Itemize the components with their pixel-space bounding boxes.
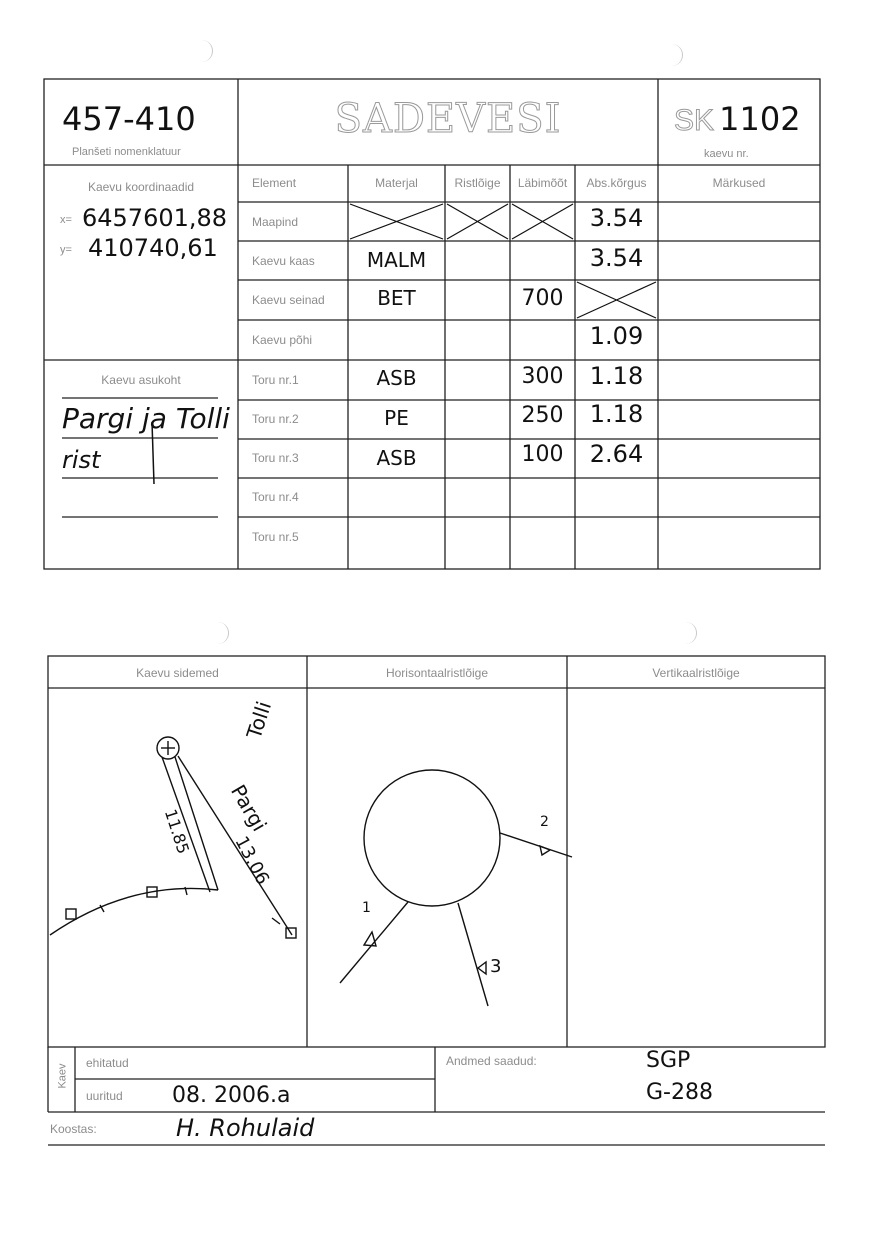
manhole-number: 1102 <box>719 100 801 138</box>
x-label: x= <box>60 214 72 226</box>
pipe-3-label: 3 <box>490 956 502 977</box>
col-material: Materjal <box>375 176 418 190</box>
row-height: 2.64 <box>589 440 644 468</box>
row-diameter: 250 <box>521 403 564 428</box>
row-element: Toru nr.5 <box>252 530 299 544</box>
kaev-label: Kaev <box>56 1063 69 1089</box>
row-material: MALM <box>366 248 427 272</box>
y-coordinate: 410740,61 <box>88 234 218 262</box>
distance-2: 13.06 <box>230 832 274 889</box>
pipe-1-label: 1 <box>362 900 371 916</box>
location-line-1: Pargi ja Tolli <box>62 402 230 435</box>
surveyed-label: uuritud <box>86 1089 123 1103</box>
row-element: Toru nr.3 <box>252 451 299 465</box>
street-tolli: Tolli <box>241 698 277 742</box>
sheet-number: 457-410 <box>62 100 196 138</box>
row-material: ASB <box>376 366 417 390</box>
row-element: Toru nr.1 <box>252 373 299 387</box>
manhole-prefix: SK <box>674 104 715 137</box>
pipe-2-label: 2 <box>540 814 549 830</box>
x-coordinate: 6457601,88 <box>82 204 228 232</box>
col-element: Element <box>252 176 297 190</box>
row-height: 1.09 <box>589 322 644 350</box>
row-element: Toru nr.2 <box>252 412 299 426</box>
manhole-label: kaevu nr. <box>704 148 749 160</box>
compiled-label: Koostas: <box>50 1122 97 1136</box>
panel-connections-label: Kaevu sidemed <box>136 666 219 680</box>
row-height: 1.18 <box>589 362 644 390</box>
built-label: ehitatud <box>86 1056 129 1070</box>
row-height: 1.18 <box>589 400 644 428</box>
row-diameter: 100 <box>521 442 564 467</box>
data-source-value-1: SGP <box>646 1048 691 1073</box>
coords-label: Kaevu koordinaadid <box>87 180 195 194</box>
row-material: PE <box>384 406 409 430</box>
col-height: Abs.kõrgus <box>586 176 647 190</box>
manhole-number-block <box>674 100 801 138</box>
row-element: Maapind <box>252 215 299 229</box>
row-diameter: 700 <box>521 286 564 311</box>
surveyed-date: 08. 2006.a <box>172 1083 291 1108</box>
data-source-label: Andmed saadud: <box>446 1054 537 1068</box>
row-height: 3.54 <box>589 204 644 232</box>
compiled-by: H. Rohulaid <box>176 1114 315 1142</box>
location-label: Kaevu asukoht <box>101 373 181 387</box>
street-pargi: Pargi <box>225 780 272 836</box>
sheet-label: Planšeti nomenklatuur <box>72 146 181 158</box>
row-height: 3.54 <box>589 244 644 272</box>
col-diameter: Läbimõõt <box>517 176 568 190</box>
row-element: Kaevu kaas <box>252 254 315 268</box>
row-element: Kaevu seinad <box>252 293 325 307</box>
y-label: y= <box>60 244 72 256</box>
panel-vertical-label: Vertikaalristlõige <box>652 666 740 680</box>
row-element: Toru nr.4 <box>252 490 299 504</box>
distance-1: 11.85 <box>160 806 194 857</box>
col-remarks: Märkused <box>712 176 766 190</box>
row-diameter: 300 <box>521 364 564 389</box>
horizontal-section-sketch <box>340 770 572 1006</box>
row-material: ASB <box>376 446 417 470</box>
data-source-value-2: G-288 <box>646 1080 713 1105</box>
row-element: Kaevu põhi <box>252 333 313 347</box>
panel-horizontal-label: Horisontaalristlõige <box>385 666 489 680</box>
row-material: BET <box>377 286 416 310</box>
location-line-2: rist <box>62 446 101 474</box>
page-title: SADEVESI <box>334 96 562 142</box>
col-section: Ristlõige <box>454 176 501 190</box>
